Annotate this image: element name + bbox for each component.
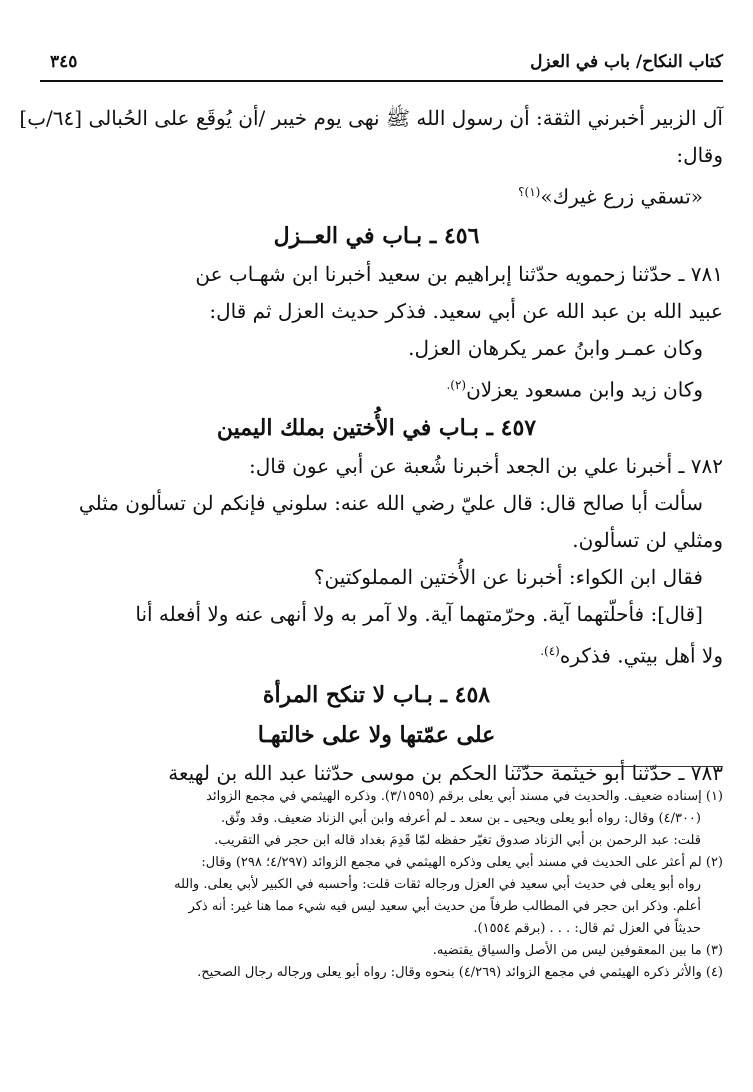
- text-span: [قال]: فأحلّتهما آية. وحرّمتهما آية. ولا آمر به ولا أنهى عنه ولا أفعله أنا: [135, 602, 703, 627]
- text-span: وكان زيد وابن مسعود يعزلان: [466, 377, 703, 402]
- main-text: [19, 100, 723, 792]
- header-title: كتاب النكاح/ باب في العزل: [530, 52, 723, 72]
- text-line: ومثلي لن تسألون.: [572, 528, 723, 553]
- footnote-line: (٢) لم أعثر على الحديث في مسند أبي يعلى وذكره الهيثمي في مجمع الزوائد (٤/٢٩٧؛ ٢٩٨) وقال:: [201, 855, 723, 870]
- footnote-marker: (٢).: [446, 377, 467, 392]
- page-number: ٣٤٥: [50, 52, 78, 72]
- text-line: وكان عمـر وابنُ عمر يكرهان العزل.: [408, 335, 703, 360]
- section-heading-continued: على عمّتها ولا على خالتهـا: [257, 721, 496, 748]
- footnote-line: حديثاً في العزل ثم قال: . . . (برقم ١٥٥٤).: [473, 921, 701, 936]
- footnote-divider: [513, 766, 723, 767]
- text-line: عبيد الله بن عبد الله عن أبي سعيد. فذكر حديث العزل ثم قال:: [209, 298, 723, 323]
- hadith-line: ٧٨٣ ـ حدّثنا أبو خيثمة حدّثنا الحكم بن موسى حدّثنا عبد الله بن لهيعة: [168, 760, 723, 785]
- footnote-line: رواه أبو يعلى في حديث أبي سعيد في العزل ورجاله ثقات قلت: وأحسبه في الكبير لأبي يعلى. والله: [174, 877, 701, 892]
- text-line: [30, 596, 723, 633]
- text-line: وقال:: [676, 143, 723, 167]
- footnote-line: (٤/٣٠٠) وقال: رواه أبو يعلى ويحيى ـ بن سعد ـ لم أعرفه وابن أبي الزناد ضعيف. وقد وثّق.: [220, 811, 701, 826]
- quote-line: [30, 174, 723, 216]
- section-heading: ٤٥٦ ـ بـاب في العــزل: [273, 222, 480, 249]
- footnotes: [30, 786, 723, 984]
- footnote-line: (٤) والأثر ذكره الهيثمي في مجمع الزوائد (٤/٢٦٩) بنحوه وقال: رواه أبو يعلى ورجاله رجال الصحيح.: [197, 965, 723, 980]
- hadith-line: ٧٨١ ـ حدّثنا زحمويه حدّثنا إبراهيم بن سعيد أخبرنا ابن شهـاب عن: [195, 261, 723, 286]
- section-heading: ٤٥٨ ـ بـاب لا تنكح المرأة: [262, 681, 491, 708]
- text-line: سألت أبا صالح قال: قال عليّ رضي الله عنه: سلوني فإنكم لن تسألون مثلي: [78, 491, 703, 516]
- footnote-marker: (٤).: [540, 644, 560, 659]
- quote-text: «تسقي زرع غيرك»: [540, 184, 703, 209]
- text-line: [30, 633, 723, 675]
- text-line: [30, 367, 723, 409]
- text-line: آل الزبير أخبرني الثقة: أن رسول الله ﷺ نهى يوم خيبر /أن يُوقَع على الحُبالى [٦٤/ب]: [19, 106, 723, 130]
- section-heading: ٤٥٧ ـ بـاب في الأُختين بملك اليمين: [216, 415, 537, 442]
- footnote-marker: (١)؟: [518, 185, 541, 199]
- footnote-line: أعلم. وذكر ابن حجر في المطالب طرفاً من حديث أبي سعيد ليس فيه شيء مما هنا غير: أنه ذكر: [188, 899, 701, 914]
- hadith-line: ٧٨٢ ـ أخبرنا علي بن الجعد أخبرنا شُعبة عن أبي عون قال:: [248, 454, 723, 479]
- running-header: [40, 50, 723, 82]
- footnote-line: (١) إسناده ضعيف. والحديث في مسند أبي يعلى برقم (٣/١٥٩٥). وذكره الهيثمي في مجمع الزوائد: [206, 789, 723, 804]
- text-span: ولا أهل بيتي. فذكره: [559, 643, 723, 668]
- footnote-line: (٣) ما بين المعقوفين ليس من الأصل والسياق يقتضيه.: [432, 943, 723, 958]
- text-line: فقال ابن الكواء: أخبرنا عن الأُختين المملوكتين؟: [313, 565, 703, 590]
- footnote-line: قلت: عبد الرحمن بن أبي الزناد صدوق تغيّر حفظه لمّا قَدِمَ بغداد قاله ابن حجر في التقريب.: [214, 833, 701, 848]
